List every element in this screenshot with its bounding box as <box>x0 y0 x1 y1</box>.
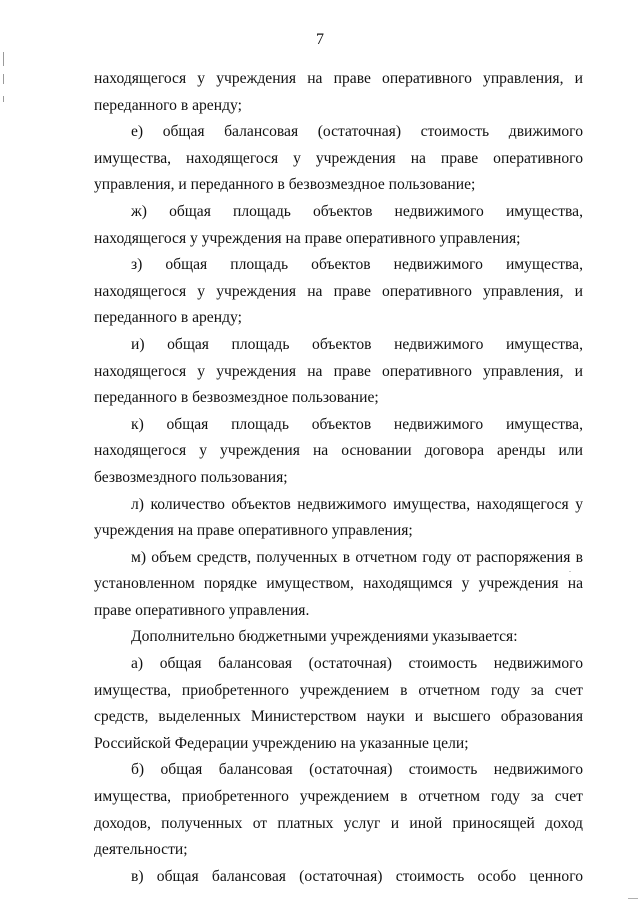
document-body <box>94 66 583 890</box>
paragraph-item-i: и) общая площадь объектов недвижимого имущества, находящегося у учреждения на праве оперативного управления, и переданного в безвозмездное пользование; <box>94 335 583 407</box>
paragraph-item-m: м) объем средств, полученных в отчетном году от распоряжения в установленном порядке имуществом, находящимся у учреждения на праве оперативного управления. <box>94 548 583 619</box>
page-number: 7 <box>316 31 324 48</box>
paragraph-item-l: л) количество объектов недвижимого имущества, находящегося у учреждения на праве оперативного управления; <box>94 495 583 540</box>
paragraph-item-v: в) общая балансовая (остаточная) стоимость особо ценного <box>131 867 583 885</box>
paragraph-item-e: е) общая балансовая (остаточная) стоимость движимого имущества, находящегося у учреждения на праве оперативного управления, и переданного в безвозмездное пользование; <box>94 123 583 194</box>
paragraph-item-z: з) общая площадь объектов недвижимого имущества, находящегося у учреждения на праве оперативного управления, и переданного в аренду; <box>94 256 583 327</box>
scan-edge-mark <box>628 898 638 899</box>
paragraph-continuation: находящегося у учреждения на праве оперативного управления, и переданного в аренду; <box>94 70 583 114</box>
paragraph-item-zh: ж) общая площадь объектов недвижимого имущества, находящегося у учреждения на праве оперативного управления; <box>94 202 583 247</box>
scan-margin-mark <box>3 74 4 84</box>
scan-margin-mark <box>3 96 4 102</box>
paragraph-item-a: а) общая балансовая (остаточная) стоимость недвижимого имущества, приобретенного учреждением в отчетном году за счет средств, выделенных Министерством науки и высшего образования Российской Федерации учреждению на указанные цели; <box>94 655 583 752</box>
paragraph-item-b: б) общая балансовая (остаточная) стоимость недвижимого имущества, приобретенного учреждением в отчетном году за счет доходов, полученных от платных услуг и иной приносящей доход деятельности; <box>94 761 583 859</box>
scan-margin-mark <box>3 52 4 66</box>
paragraph-budget-intro: Дополнительно бюджетными учреждениями указывается: <box>131 628 518 646</box>
paragraph-item-k: к) общая площадь объектов недвижимого имущества, находящегося у учреждения на основании договора аренды или безвозмездного пользования; <box>94 415 583 486</box>
